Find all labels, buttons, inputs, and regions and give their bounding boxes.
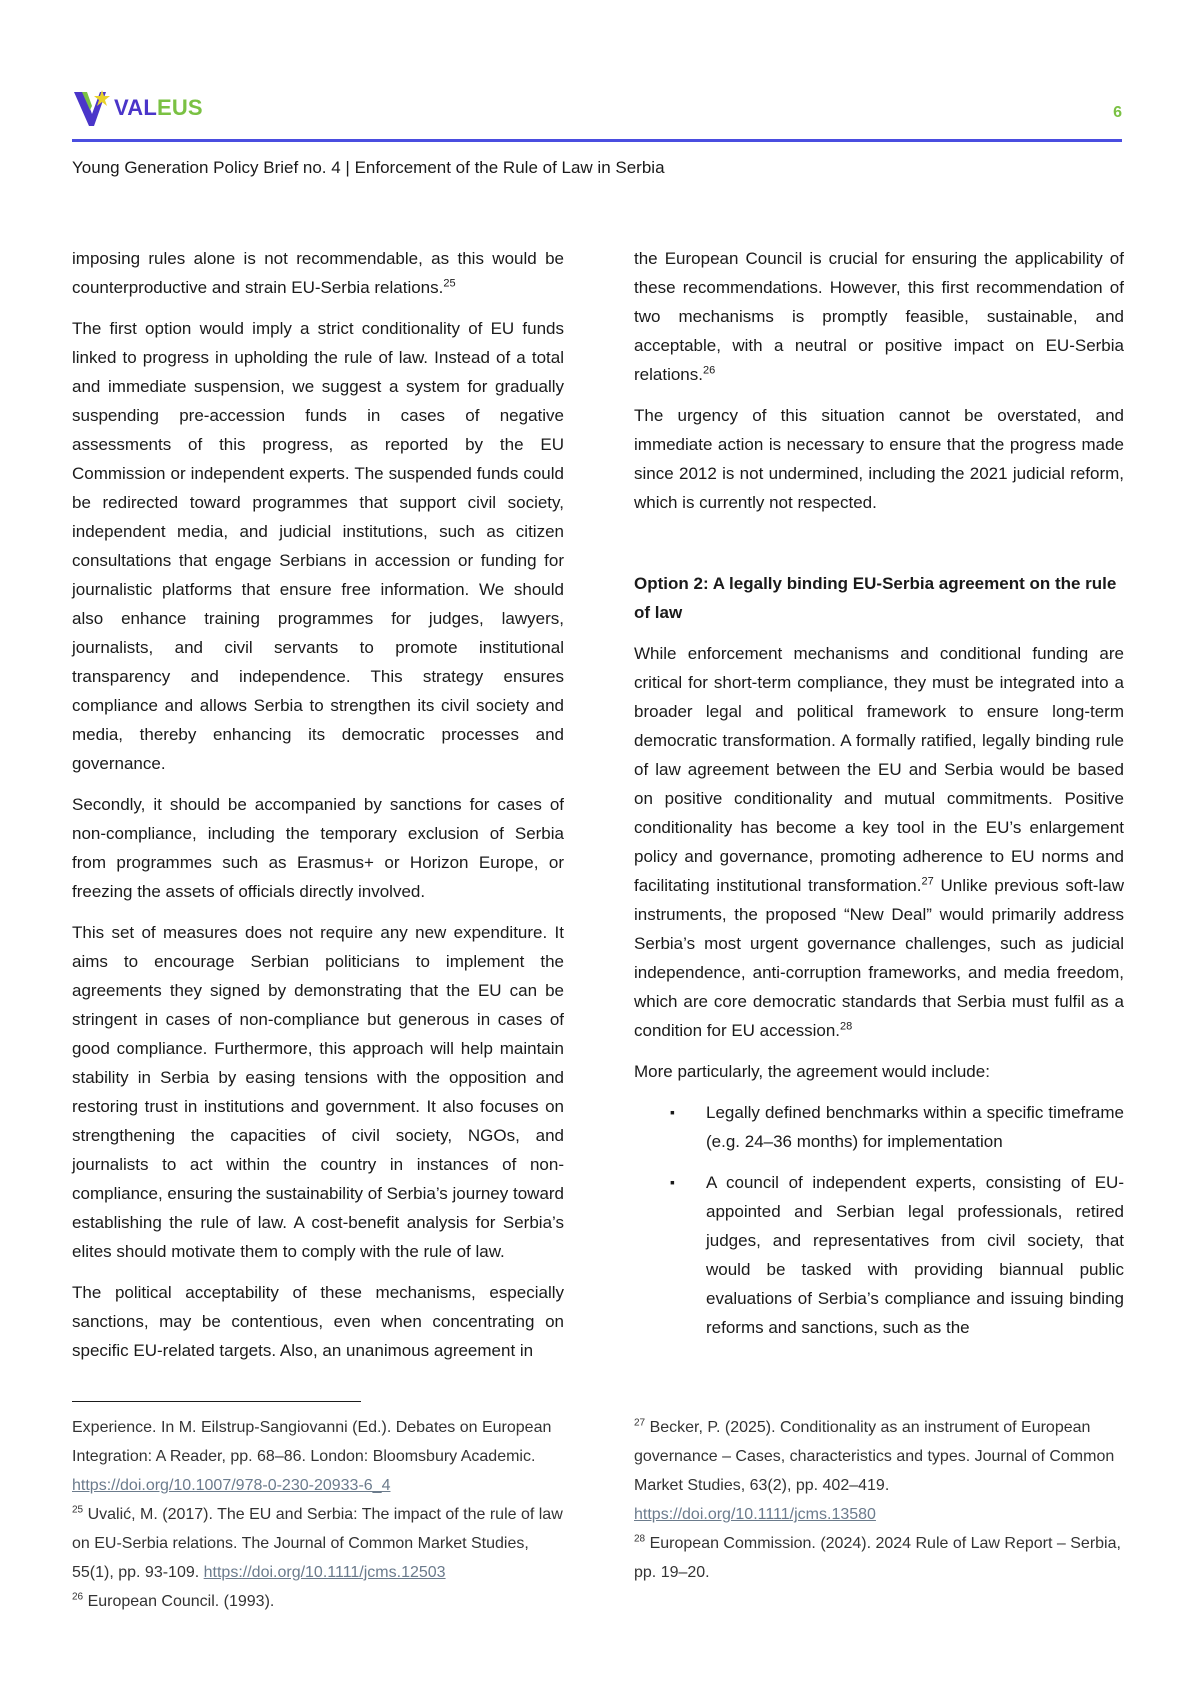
footnote: $^{25}$ Uvalić, M. (2017). The EU and Serbia: The impact of the rule of law on EU-Serbia relations. The Journal of Common Market Studies, 55(1), pp. 93-109. https://doi.org/10.1111/jcms.12503 [72,1504,563,1581]
footnote-ref[interactable]: 27 [921,875,934,888]
logo-wordmark: VALEUS [114,95,203,120]
footnote-ref[interactable]: 25 [443,277,456,290]
document-subtitle: Young Generation Policy Brief no. 4 | Enforcement of the Rule of Law in Serbia [72,158,665,177]
page-header [72,82,1122,142]
right-column [634,244,1124,1354]
paragraph: The first option would imply a strict conditionality of EU funds linked to progress in upholding the rule of law. Instead of a total and immediate suspension, we suggest a system for gradually suspending pre-accession funds in cases of negative assessments of this progress, as reported by the EU Commission or independent experts. The suspended funds could be redirected toward programmes that support civil society, independent media, and judicial institutions, such as citizen consultations that engage Serbians in accession or funding for journalistic platforms that ensure free information. We should also enhance training programmes for judges, lawyers, journalists, and civil servants to promote institutional transparency and independence. This strategy ensures compliance and allows Serbia to strengthen its civil society and media, thereby enhancing its democratic processes and governance. [72,319,564,773]
paragraph: Secondly, it should be accompanied by sanctions for cases of non-compliance, including the temporary exclusion of Serbia from programmes such as Erasmus+ or Horizon Europe, or freezing the assets of officials directly involved. [72,795,564,901]
paragraph: This set of measures does not require any new expenditure. It aims to encourage Serbian politicians to implement the agreements they signed by demonstrating that the EU can be stringent in cases of non-compliance but generous in cases of good compliance. Furthermore, this approach will help maintain stability in Serbia by easing tensions with the opposition and restoring trust in institutions and government. It also focuses on strengthening the capacities of civil society, NGOs, and journalists to act within the country in instances of non-compliance, ensuring the sustainability of Serbia’s journey toward establishing the rule of law. A cost-benefit analysis for Serbia’s elites should motivate them to comply with the rule of law. [72,923,565,1261]
page-number: 6 [1113,104,1122,121]
list-item: ▪ Legally defined benchmarks within a specific timeframe (e.g. 24–36 months) for implementation [634,1098,1124,1156]
doi-link[interactable]: https://doi.org/10.1111/jcms.13580 [634,1506,876,1523]
footnote: $^{28}$ European Commission. (2024). 2024 Rule of Law Report – Serbia, pp. 19–20. [634,1533,1121,1581]
bullet-square-icon: ▪ [670,1174,675,1190]
footnote: $^{27}$ Becker, P. (2025). Conditionality as an instrument of European governance – Cases, characteristics and types. Journal of Common Market Studies, 63(2), pp. 402–419. https://doi.org/10.1111/jcms.13580 [634,1417,1115,1523]
paragraph: The urgency of this situation cannot be overstated, and immediate action is necessary to ensure that the progress made since 2012 is not undermined, including the 2021 judicial reform, which is currently not respected. [634,406,1124,512]
footnote: $^{26}$ European Council. (1993). [72,1591,275,1610]
bullet-list [634,1098,1124,1342]
doi-link[interactable]: https://doi.org/10.1111/jcms.12503 [203,1564,446,1581]
left-column [72,244,564,1377]
valeus-logo [72,88,203,128]
footnotes-left [72,1413,572,1616]
list-item: ▪ A council of independent experts, consisting of EU-appointed and Serbian legal professionals, retired judges, and representatives from civil society, that would be tasked with providing biannual public evaluations of Serbia’s compliance and issuing binding reforms and sanctions, such as the [634,1168,1124,1342]
footnotes-right [634,1413,1124,1587]
paragraph: While enforcement mechanisms and conditional funding are critical for short-term compliance, they must be integrated into a broader legal and political framework to ensure long-term democratic transformation. A formally ratified, legally binding rule of law agreement between the EU and Serbia would be based on positive conditionality and mutual commitments. Positive conditionality has become a key tool in the EU’s enlargement policy and governance, promoting adherence to EU norms and facilitating institutional transformation.$^{27}$ Unlike previous soft-law instruments, the proposed “New Deal” would primarily address Serbia’s most urgent governance challenges, such as judicial independence, anti-corruption frameworks, and media freedom, which are core democratic standards that Serbia must fulfil as a condition for EU accession.$^{28}$ [634,644,1124,1040]
footnote-ref[interactable]: 28 [840,1020,853,1033]
footnote: Experience. In M. Eilstrup-Sangiovanni (Ed.). Debates on European Integration: A Reader, pp. 68–86. London: Bloomsbury Academic. https://doi.org/10.1007/978-0-230-20933-6_4 [72,1419,552,1494]
paragraph: More particularly, the agreement would include: [634,1062,990,1081]
bullet-square-icon: ▪ [670,1104,675,1120]
paragraph: imposing rules alone is not recommendable, as this would be counterproductive and strain EU-Serbia relations.$^{25}$ [72,249,564,297]
paragraph: the European Council is crucial for ensuring the applicability of these recommendations. However, this first recommendation of two mechanisms is promptly feasible, sustainable, and acceptable, with a neutral or positive impact on EU-Serbia relations.$^{26}$ [634,249,1124,384]
header-divider [72,139,1122,142]
doi-link[interactable]: https://doi.org/10.1007/978-0-230-20933-6_4 [72,1477,391,1494]
footnote-divider [72,1401,361,1402]
valeus-v-logo-icon [72,88,112,128]
footnote-ref[interactable]: 26 [702,364,716,377]
paragraph: The political acceptability of these mechanisms, especially sanctions, may be contentious, even when concentrating on specific EU-related targets. Also, an unanimous agreement in [72,1283,564,1360]
section-heading: Option 2: A legally binding EU-Serbia agreement on the rule of law [634,574,1117,622]
